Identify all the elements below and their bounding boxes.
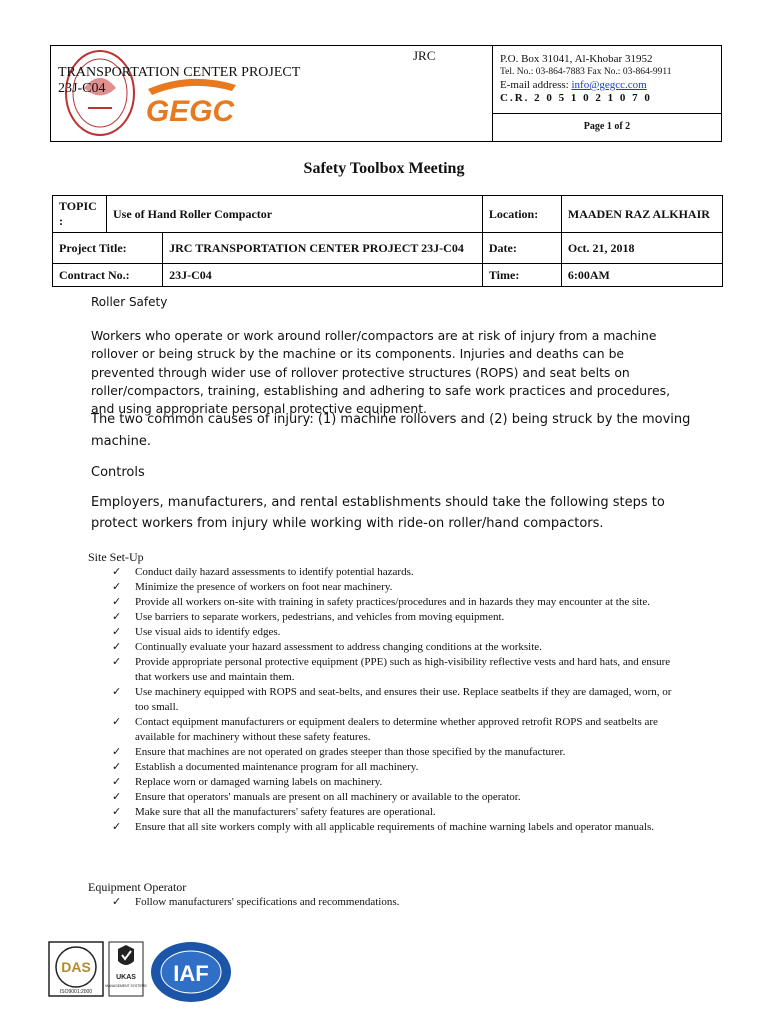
- das-text: DAS: [61, 959, 91, 975]
- checkmark-icon: ✓: [112, 611, 122, 623]
- checkmark-icon: ✓: [112, 896, 122, 908]
- checkmark-icon: ✓: [112, 746, 122, 758]
- list-item-text: Contact equipment manufacturers or equipment dealers to determine whether approved retrofit ROPS and seatbelts are available for machinery without these safety features.: [135, 716, 658, 743]
- equipment-operator-list: [112, 895, 672, 910]
- roller-safety-heading: Roller Safety: [91, 295, 168, 309]
- list-item-text: Ensure that operators' manuals are present on all machinery or available to the operator.: [135, 791, 521, 803]
- list-item: [112, 595, 672, 610]
- ukas-sub-text: MANAGEMENT SYSTEMS: [105, 984, 147, 988]
- project-code: 23J-C04: [58, 81, 106, 96]
- document-title: Safety Toolbox Meeting: [303, 160, 465, 177]
- site-setup-heading: Site Set-Up: [88, 550, 144, 564]
- gegc-logo-text: GEGC: [145, 95, 235, 128]
- das-sub-text: ISO9001:2000: [59, 989, 93, 995]
- project-title: TRANSPORTATION CENTER PROJECT: [58, 65, 301, 80]
- checkmark-icon: ✓: [112, 821, 122, 833]
- list-item: [112, 805, 672, 820]
- causes-paragraph: The two common causes of injury: (1) machine rollovers and (2) being struck by the moving machine.: [91, 412, 691, 449]
- checkmark-icon: ✓: [112, 581, 122, 593]
- list-item-text: Continually evaluate your hazard assessment to address changing conditions at the worksite.: [135, 641, 542, 653]
- workers-paragraph: Workers who operate or work around roller/compactors are at risk of injury from a machine rollover or being struck by the machine or its components. Injuries and deaths can be prevented through wider use of rollover protective structures (ROPS) and seat belts on roller/compactors, training, establishing and adhering to safe work practices and procedures, and using appropriate personal protective equipment.: [91, 328, 671, 417]
- checkmark-icon: ✓: [112, 566, 122, 578]
- jrc-label: JRC: [413, 48, 436, 63]
- email-label: E-mail address:: [500, 79, 572, 91]
- page-number: Page 1 of 2: [583, 121, 631, 132]
- meeting-info-table: [52, 195, 723, 287]
- checkmark-icon: ✓: [112, 641, 122, 653]
- list-item: [112, 715, 672, 745]
- employers-paragraph: Employers, manufacturers, and rental establishments should take the following steps to protect workers from injury while working with ride-on roller/hand compactors.: [91, 495, 665, 531]
- topic-label: TOPIC :: [53, 196, 107, 233]
- list-item-text: Use visual aids to identify edges.: [135, 626, 281, 638]
- ukas-text: UKAS: [116, 974, 136, 981]
- list-item: [112, 625, 672, 640]
- letterhead-page-divider: [492, 113, 722, 114]
- list-item: [112, 685, 672, 715]
- table-row: [53, 196, 723, 233]
- das-certification-logo: [48, 941, 104, 997]
- checkmark-icon: ✓: [112, 626, 122, 638]
- checkmark-icon: ✓: [112, 596, 122, 608]
- project-title-label: Project Title:: [53, 233, 163, 264]
- contract-label: Contract No.:: [53, 264, 163, 287]
- list-item-text: Conduct daily hazard assessments to identify potential hazards.: [135, 566, 414, 578]
- checkmark-icon: ✓: [112, 806, 122, 818]
- iaf-text: IAF: [173, 961, 209, 986]
- list-item-text: Provide appropriate personal protective equipment (PPE) such as high-visibility reflective vests and hard hats, and ensure that workers use and maintain them.: [135, 656, 671, 683]
- list-item-text: Use machinery equipped with ROPS and seat-belts, and ensures their use. Replace seatbelts if they are damaged, worn, or too small.: [135, 686, 672, 713]
- list-item: [112, 745, 672, 760]
- contract-value: 23J-C04: [163, 264, 483, 287]
- list-item: [112, 790, 672, 805]
- location-value: MAADEN RAZ ALKHAIR: [561, 196, 722, 233]
- project-title-value: JRC TRANSPORTATION CENTER PROJECT 23J-C04: [163, 233, 483, 264]
- list-item: [112, 565, 672, 580]
- list-item-text: Establish a documented maintenance program for all machinery.: [135, 761, 419, 773]
- iaf-certification-logo: [150, 941, 232, 1003]
- time-value: 6:00AM: [561, 264, 722, 287]
- list-item: [112, 580, 672, 595]
- list-item: [112, 655, 672, 685]
- date-value: Oct. 21, 2018: [561, 233, 722, 264]
- commercial-registration: C.R. 2 0 5 1 0 2 1 0 7 0: [500, 92, 652, 104]
- list-item-text: Follow manufacturers' specifications and recommendations.: [135, 896, 400, 908]
- email-link[interactable]: info@gegcc.com: [571, 79, 647, 91]
- list-item-text: Provide all workers on-site with training in safety practices/procedures and in hazards they may encounter at the site.: [135, 596, 650, 608]
- list-item-text: Replace worn or damaged warning labels on machinery.: [135, 776, 383, 788]
- checkmark-icon: ✓: [112, 656, 122, 668]
- checkmark-icon: ✓: [112, 791, 122, 803]
- tel-fax: Tel. No.: 03-864-7883 Fax No.: 03-864-9911: [500, 67, 672, 77]
- list-item: [112, 610, 672, 625]
- list-item-text: Minimize the presence of workers on foot near machinery.: [135, 581, 393, 593]
- table-row: [53, 264, 723, 287]
- checkmark-icon: ✓: [112, 686, 122, 698]
- list-item-text: Make sure that all the manufacturers' safety features are operational.: [135, 806, 436, 818]
- site-setup-list: [112, 565, 672, 835]
- list-item: [112, 775, 672, 790]
- list-item: [112, 895, 672, 910]
- ukas-certification-logo: [105, 941, 147, 997]
- list-item-text: Use barriers to separate workers, pedestrians, and vehicles from moving equipment.: [135, 611, 505, 623]
- controls-heading: Controls: [91, 465, 145, 480]
- list-item-text: Ensure that machines are not operated on grades steeper than those specified by the manufacturer.: [135, 746, 566, 758]
- contact-block: [500, 53, 672, 105]
- checkmark-icon: ✓: [112, 761, 122, 773]
- list-item: [112, 820, 672, 835]
- email-line: [500, 79, 672, 92]
- topic-value: Use of Hand Roller Compactor: [107, 196, 483, 233]
- gegc-logo: [140, 75, 240, 131]
- location-label: Location:: [482, 196, 561, 233]
- checkmark-icon: ✓: [112, 716, 122, 728]
- po-box: P.O. Box 31041, Al-Khobar 31952: [500, 53, 653, 65]
- time-label: Time:: [482, 264, 561, 287]
- table-row: [53, 233, 723, 264]
- checkmark-icon: ✓: [112, 776, 122, 788]
- date-label: Date:: [482, 233, 561, 264]
- list-item-text: Ensure that all site workers comply with all applicable requirements of machine warning labels and operator manuals.: [135, 821, 654, 833]
- list-item: [112, 760, 672, 775]
- list-item: [112, 640, 672, 655]
- equipment-operator-heading: Equipment Operator: [88, 880, 187, 894]
